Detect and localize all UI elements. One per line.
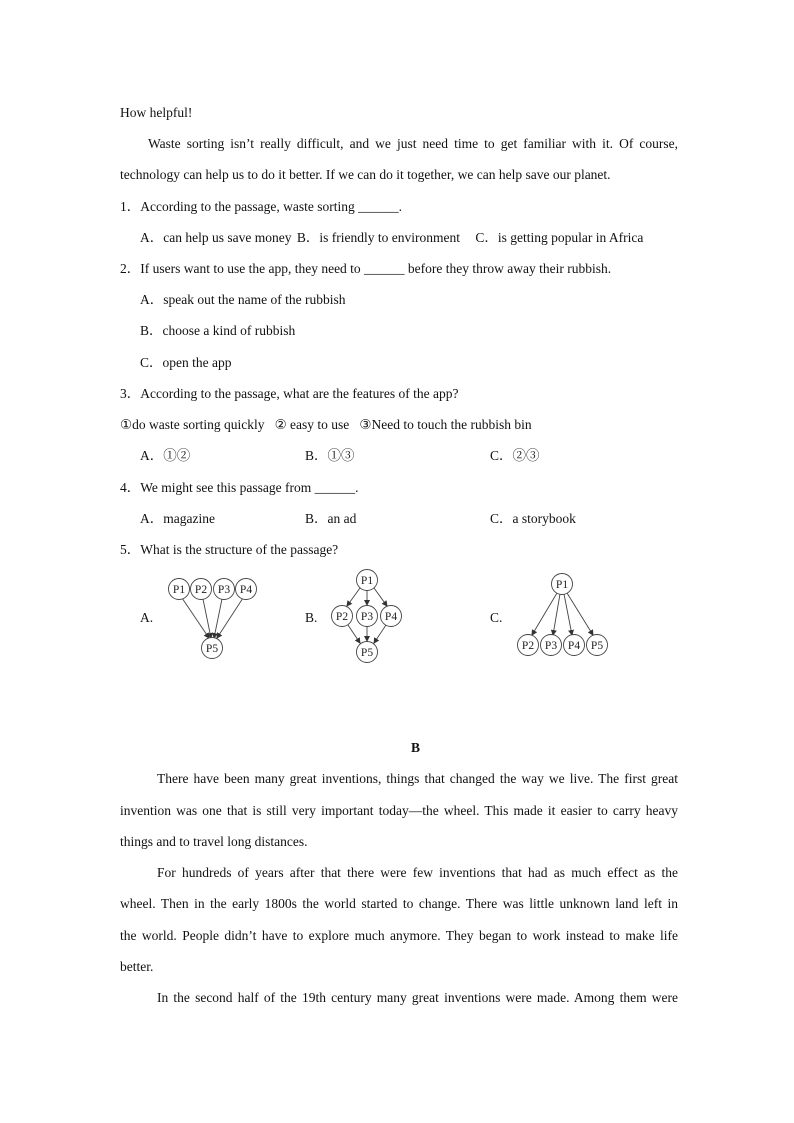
option-text: ②③ bbox=[512, 448, 540, 463]
option-text: magazine bbox=[163, 511, 215, 526]
question-3-statements: ①do waste sorting quickly ② easy to use ③Need to touch the rubbish bin bbox=[120, 417, 532, 432]
node-label: P2 bbox=[335, 611, 349, 623]
option-text: speak out the name of the rubbish bbox=[163, 292, 346, 307]
option-text: an ad bbox=[327, 511, 357, 526]
passage-paragraph-line: Waste sorting isn’t really difficult, and we just need time to get familiar with it. Of course, bbox=[148, 136, 678, 151]
option-label: A． bbox=[140, 511, 164, 526]
node-label: P5 bbox=[360, 647, 374, 659]
node-label: P1 bbox=[360, 575, 374, 587]
node-label: P2 bbox=[521, 640, 535, 652]
option-label: A． bbox=[140, 230, 164, 245]
passage-heading-line: How helpful! bbox=[120, 105, 193, 120]
question-number: 4． bbox=[120, 480, 141, 495]
question-number: 5． bbox=[120, 542, 141, 557]
paragraph-line: better. bbox=[120, 959, 154, 974]
option-label: C． bbox=[490, 511, 513, 526]
paragraph-line: invention was one that is still very important today—the wheel. This made it easier to carry heavy bbox=[120, 803, 678, 818]
option-label: C． bbox=[140, 355, 163, 370]
node-label: P1 bbox=[172, 584, 186, 596]
passage-paragraph-line: technology can help us to do it better. If we can do it together, we can help save our planet. bbox=[120, 167, 611, 182]
paragraph-line: the world. People didn’t have to explore much anymore. They began to work instead to make life bbox=[120, 928, 678, 943]
option-text: is friendly to environment bbox=[319, 230, 460, 245]
question-text: According to the passage, what are the features of the app? bbox=[140, 386, 459, 401]
question-text: According to the passage, waste sorting ______. bbox=[140, 199, 402, 214]
node-label: P2 bbox=[194, 584, 208, 596]
question-number: 3． bbox=[120, 386, 141, 401]
question-number: 2． bbox=[120, 261, 141, 276]
option-label: A． bbox=[140, 292, 164, 307]
option-label: C． bbox=[490, 448, 513, 463]
option-text: choose a kind of rubbish bbox=[162, 323, 296, 338]
node-label: P4 bbox=[239, 584, 253, 596]
question-text: We might see this passage from ______. bbox=[140, 480, 359, 495]
node-label: P4 bbox=[567, 640, 581, 652]
option-label: B． bbox=[296, 230, 320, 245]
paragraph-line: things and to travel long distances. bbox=[120, 834, 308, 849]
option-text: ①③ bbox=[327, 448, 355, 463]
option-text: can help us save money bbox=[163, 230, 292, 245]
paragraph-line: For hundreds of years after that there were few inventions that had as much effect as the bbox=[157, 865, 678, 880]
option-text: open the app bbox=[162, 355, 232, 370]
section-title: B bbox=[411, 740, 421, 755]
option-a-label[interactable]: A. bbox=[140, 610, 154, 625]
question-text: If users want to use the app, they need to ______ before they throw away their rubbish. bbox=[140, 261, 612, 276]
node-label: P5 bbox=[205, 643, 219, 655]
paragraph-line: In the second half of the 19th century many great inventions were made. Among them were bbox=[157, 990, 678, 1005]
option-text: ①② bbox=[163, 448, 191, 463]
question-number: 1． bbox=[120, 199, 141, 214]
node-label: P3 bbox=[217, 584, 231, 596]
node-label: P5 bbox=[590, 640, 604, 652]
option-text: is getting popular in Africa bbox=[497, 230, 644, 245]
node-label: P3 bbox=[360, 611, 374, 623]
node-label: P3 bbox=[544, 640, 558, 652]
paragraph-line: wheel. Then in the early 1800s the world started to change. There was little unknown land left in bbox=[120, 896, 678, 911]
option-text: a storybook bbox=[512, 511, 576, 526]
option-b-label[interactable]: B. bbox=[305, 610, 318, 625]
question-text: What is the structure of the passage? bbox=[140, 542, 339, 557]
option-label: A． bbox=[140, 448, 164, 463]
node-label: P4 bbox=[384, 611, 398, 623]
option-label: B． bbox=[305, 511, 328, 526]
option-label: C． bbox=[475, 230, 498, 245]
option-label: B． bbox=[305, 448, 328, 463]
option-label: B． bbox=[140, 323, 163, 338]
diagram-a-labels bbox=[173, 584, 252, 655]
node-label: P1 bbox=[555, 579, 569, 591]
paragraph-line: There have been many great inventions, things that changed the way we live. The first great bbox=[157, 771, 678, 786]
option-c-label[interactable]: C. bbox=[490, 610, 503, 625]
